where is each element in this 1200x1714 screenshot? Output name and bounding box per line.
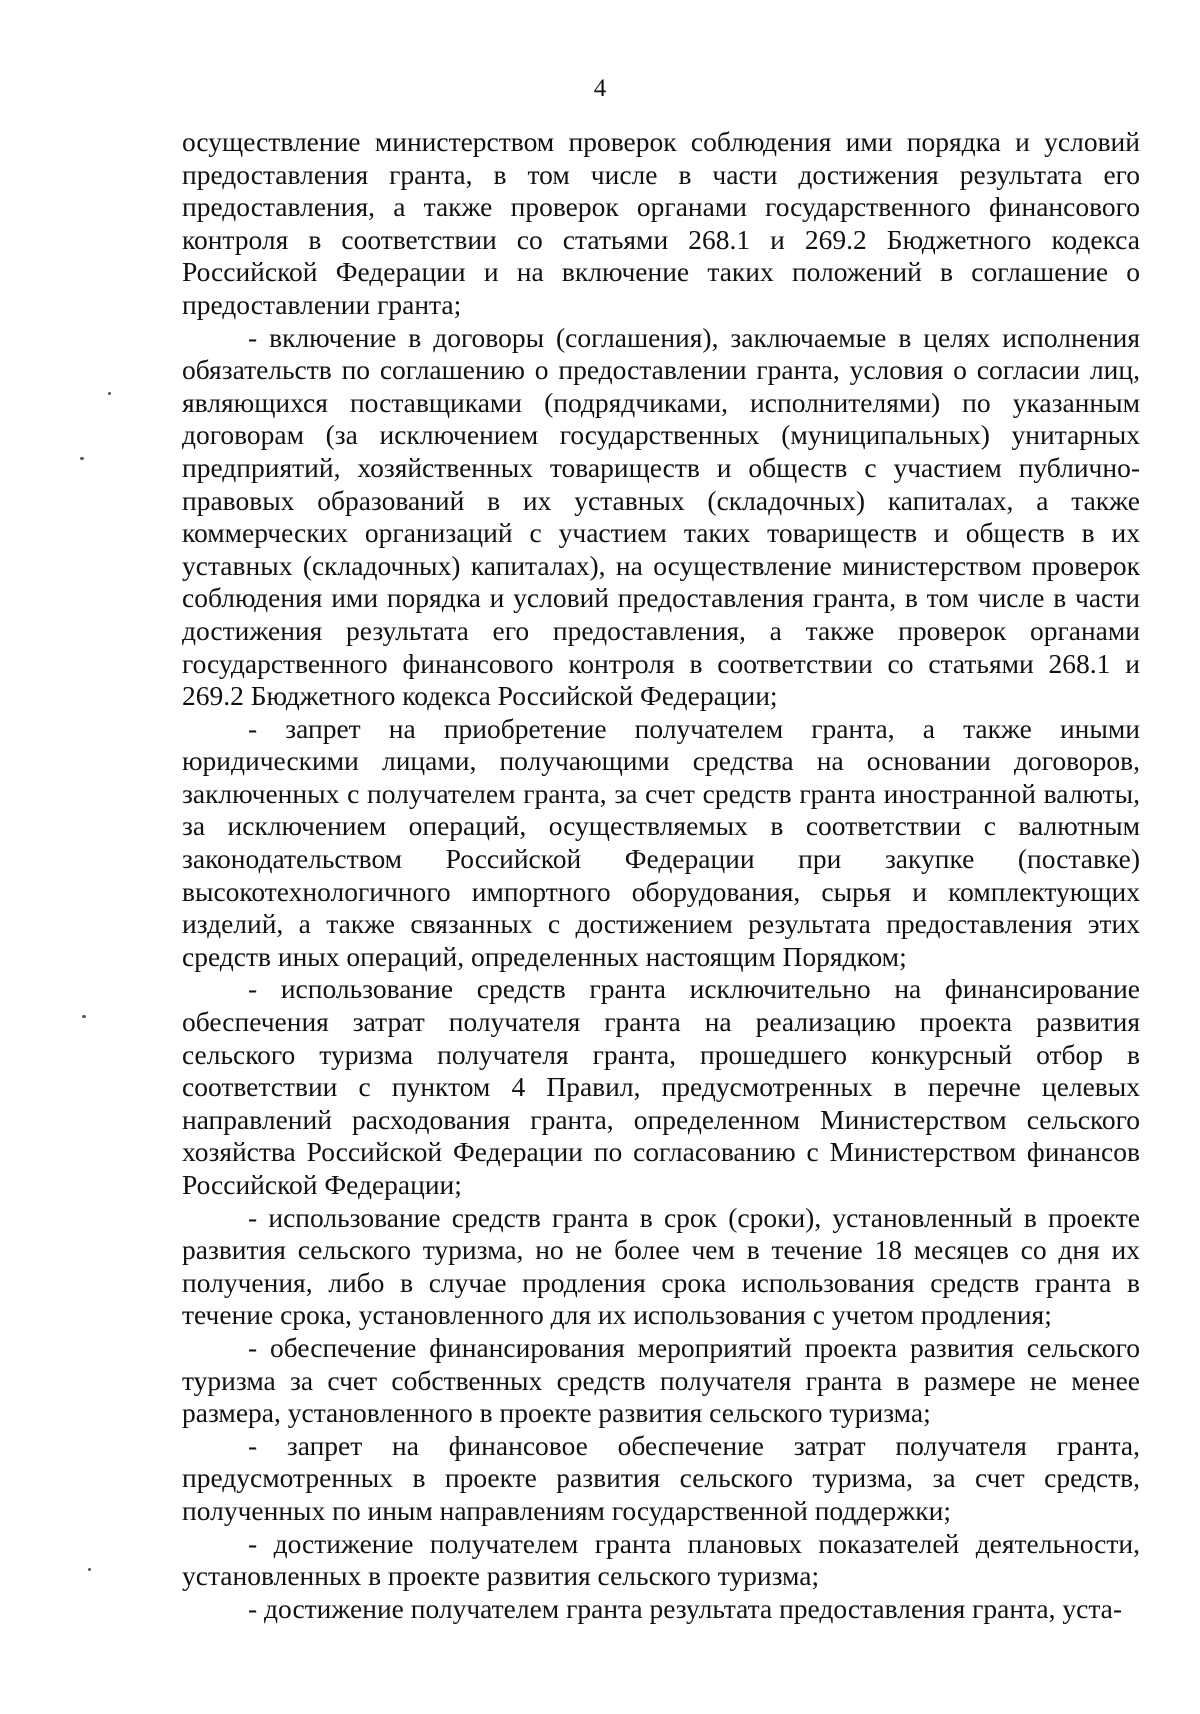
paragraph-4: - использование средств гранта исключительно на финансирование обеспечения затрат получателя гранта на реализацию проекта развития сельского туризма получателя гранта, прошедшего конкурсный отбор в соответствии с пунктом 4 Правил, предусмотренных в перечне целевых направлений расходования гранта, определенном Министерством сельского хозяйства Российской Федерации по согласованию с Министерством финансов Российской Федерации; [182, 973, 1140, 1200]
paragraph-8: - достижение получателем гранта плановых показателей деятельности, установленных в проекте развития сельского туризма; [182, 1527, 1140, 1592]
paragraph-6: - обеспечение финансирования мероприятий проекта развития сельского туризма за счет собственных средств получателя гранта в размере не менее размера, установленного в проекте развития сельского туризма; [182, 1331, 1140, 1429]
paragraph-3: - запрет на приобретение получателем гранта, а также иными юридическими лицами, получающими средства на основании договоров, заключенных с получателем гранта, за счет средств гранта иностранной валюты, за исключением операций, осуществляемых в соответствии с валютным законодательством Российской Федерации при закупке (поставке) высокотехнологичного импортного оборудования, сырья и комплектующих изделий, а также связанных с достижением результата предоставления этих средств иных операций, определенных настоящим Порядком; [182, 712, 1140, 972]
paragraph-7: - запрет на финансовое обеспечение затрат получателя гранта, предусмотренных в проекте развития сельского туризма, за счет средств, полученных по иным направлениям государственной поддержки; [182, 1429, 1140, 1526]
paragraph-1: осуществление министерством проверок соблюдения ими порядка и условий предоставления гранта, в том числе в части достижения результата его предоставления, а также проверок органами государственного финансового контроля в соответствии со статьями 268.1 и 269.2 Бюджетного кодекса Российской Федерации и на включение таких положений в соглашение о предоставлении гранта; [182, 126, 1140, 320]
scan-speck [82, 1015, 86, 1018]
scan-speck [108, 392, 111, 395]
paragraph-5: - использование средств гранта в срок (сроки), установленный в проекте развития сельского туризма, но не более чем в течение 18 месяцев со дня их получения, либо в случае продления срока использования средств гранта в течение срока, установленного для их использования с учетом продления; [182, 1201, 1140, 1331]
scan-speck [88, 1568, 91, 1571]
paragraph-9: - достижение получателем гранта результата предоставления гранта, уста- [248, 1592, 1123, 1624]
page-number: 4 [593, 75, 607, 102]
paragraph-2: - включение в договоры (соглашения), заключаемые в целях исполнения обязательств по соглашению о предоставлении гранта, условия о согласии лиц, являющихся поставщиками (подрядчиками, исполнителями) по указанным договорам (за исключением государственных (муниципальных) унитарных предприятий, хозяйственных товариществ и обществ с участием публично-правовых образований в их уставных (складочных) капиталах, а также коммерческих организаций с участием таких товариществ и обществ в их уставных (складочных) капиталах), на осуществление министерством проверок соблюдения ими порядка и условий предоставления гранта, в том числе в части достижения результата его предоставления, а также проверок органами государственного финансового контроля в соответствии со статьями 268.1 и 269.2 Бюджетного кодекса Российской Федерации; [182, 321, 1140, 712]
document-body [182, 126, 1140, 1625]
scan-speck [80, 457, 84, 460]
